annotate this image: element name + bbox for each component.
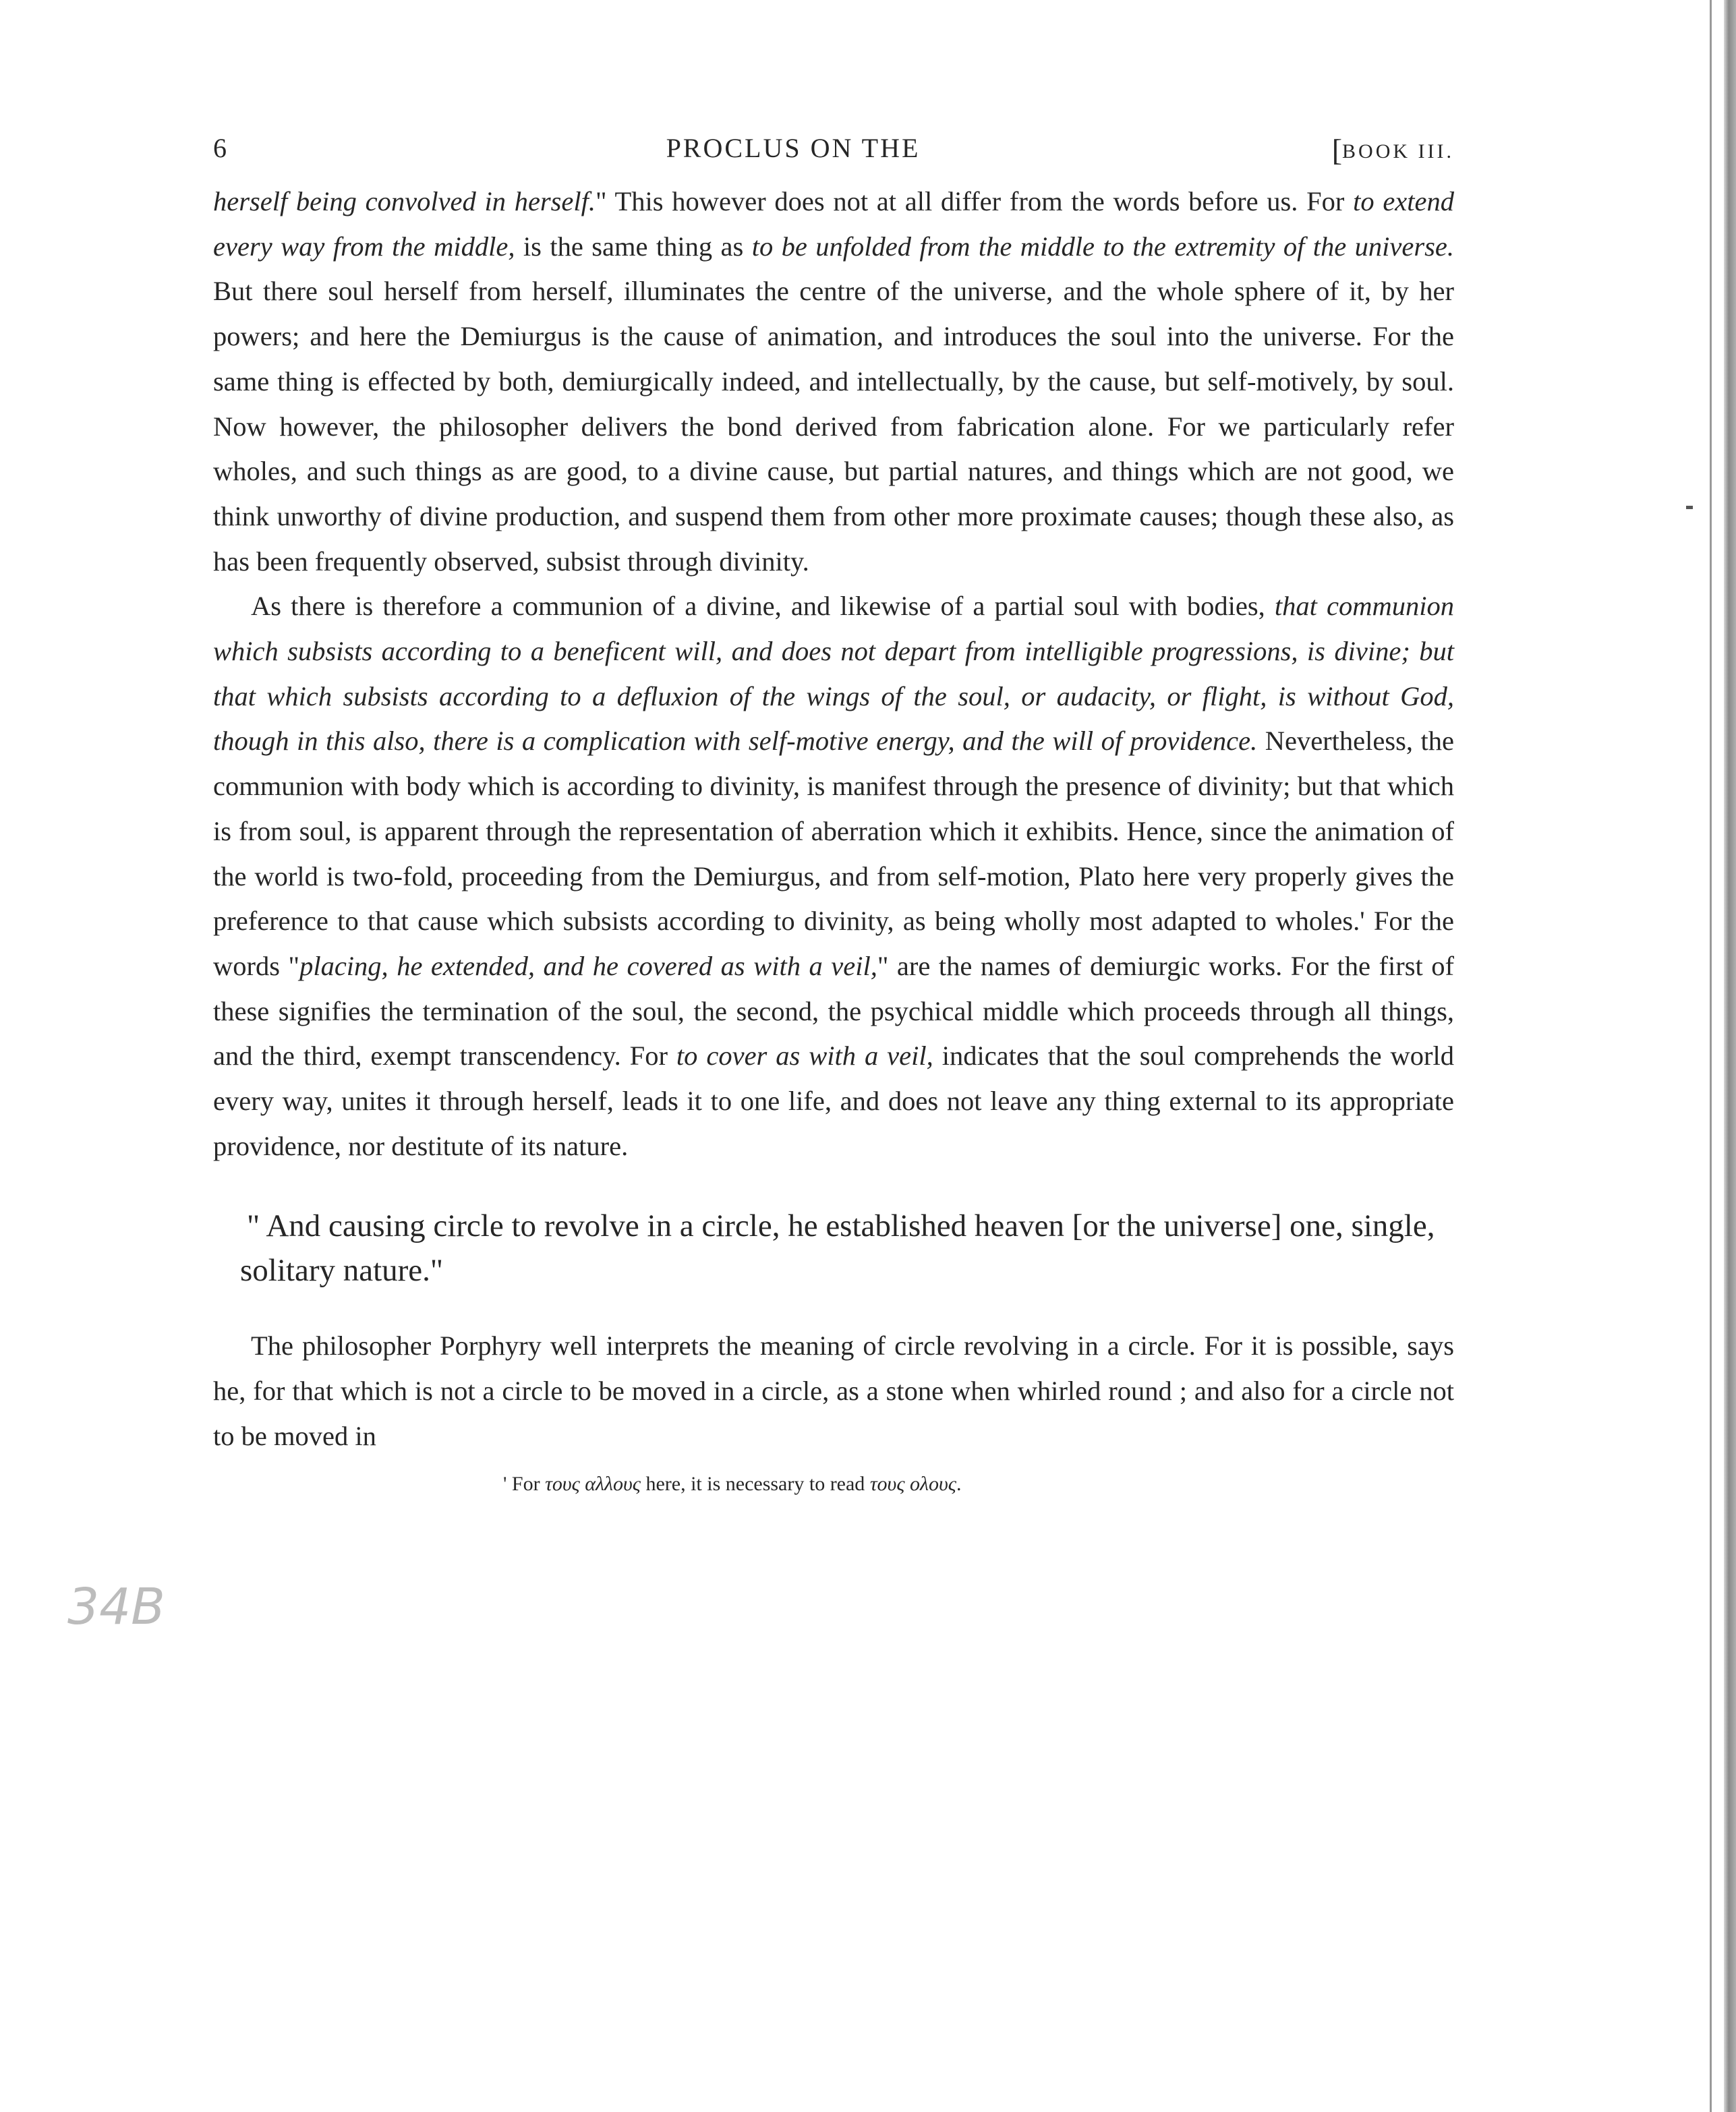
bracket-glyph: [ <box>1331 133 1343 167</box>
page-content <box>213 132 1454 1496</box>
book-label-text: BOOK III. <box>1342 140 1454 163</box>
footnote-greek: τους ολους <box>869 1472 956 1495</box>
footnote-text: . <box>956 1472 962 1495</box>
italic-phrase: to extend every way from the middle, <box>213 186 1454 262</box>
italic-phrase: placing, he extended, and he covered as with a veil, <box>299 950 877 981</box>
italic-phrase: herself being convolved in herself. <box>213 186 596 216</box>
timaeus-quotation: " And causing circle to revolve in a circle, he established heaven [or the universe] one, single, solitary nature." <box>240 1208 1435 1289</box>
footnote-mark: ' <box>503 1472 507 1495</box>
footnote-text: here, it is necessary to read <box>640 1472 870 1495</box>
text-run: As there is therefore a communion of a divine, and likewise of a partial soul with bodies, <box>251 591 1275 622</box>
running-title: PROCLUS ON THE <box>666 133 921 163</box>
book-label <box>1332 132 1454 168</box>
footnote-greek: τους αλλους <box>545 1472 641 1495</box>
running-header <box>213 132 1454 179</box>
paragraph-2 <box>213 584 1454 1169</box>
page-number: 6 <box>213 133 229 163</box>
text-run: " are the names of demiurgic works. For the first of these signifies the termination of the soul, the second, the psychical middle which proceeds through all things, and the third, exempt transcendency. For <box>213 950 1455 1072</box>
text-run: Nevertheless, the communion with body which is according to divinity, is manifest through the presence of divinity; but that which is from soul, is apparent through the representation of aberration which it exhibits. Hence, since the animation of the world is two-fold, proceeding from the Demiurgus, and from self-motion, Plato here very properly gives the preference to that cause which subsists according to divinity, as being wholly most adapted to wholes. <box>213 726 1454 937</box>
italic-phrase: to be unfolded from the middle to the extremity of the universe. <box>751 231 1454 262</box>
text-run: indicates that the soul comprehends the world every way, unites it through herself, leads it to one life, and does not leave any thing external to its appropriate providence, nor destitute of its nature. <box>213 1040 1454 1161</box>
footnote-mark: ' <box>1360 906 1365 937</box>
paragraph-1 <box>213 179 1454 584</box>
text-run: But there soul herself from herself, illuminates the centre of the universe, and the whole sphere of it, by her powers; and here the Demiurgus is the cause of animation, and introduces the soul into the universe. For the same thing is effected by both, demiurgically indeed, and intellectually, by the cause, but self-motively, by soul. Now however, the philosopher delivers the bond derived from fabrication alone. For we particularly refer wholes, and such things as are good, to a divine cause, but partial natures, and things which are not good, we think unworthy of divine production, and suspend them from other more proximate causes; though these also, as has been frequently observed, subsist through divinity. <box>213 276 1454 577</box>
footnote-text: For <box>507 1472 546 1495</box>
text-run: " This however does not at all differ from the words before us. For <box>596 186 1354 216</box>
scan-edge-line <box>1710 0 1712 2112</box>
text-run: is the same thing as <box>515 231 752 262</box>
scan-page-edge <box>1724 0 1736 2112</box>
italic-phrase: that communion which subsists according to a beneficent will, and does not depart from intelligible progressions, is divine; but that which subsists according to a defluxion of the wings of the soul, or audacity, or flight, is without God, though in this also, there is a complication with self-motive energy, and the will of providence. <box>213 591 1455 757</box>
footnote <box>213 1473 1454 1496</box>
paragraph-3: The philosopher Porphyry well interprets the meaning of circle revolving in a circle. For it is possible, says he, for that which is not a circle to be moved in a circle, as a stone when whirled round ; and also for a circle not to be moved in <box>213 1330 1454 1451</box>
marginal-annotation: 34B <box>67 1578 165 1636</box>
italic-phrase: to cover as with a veil, <box>676 1040 933 1072</box>
text-run: For the words " <box>213 906 1455 981</box>
scan-mark <box>1686 506 1693 509</box>
